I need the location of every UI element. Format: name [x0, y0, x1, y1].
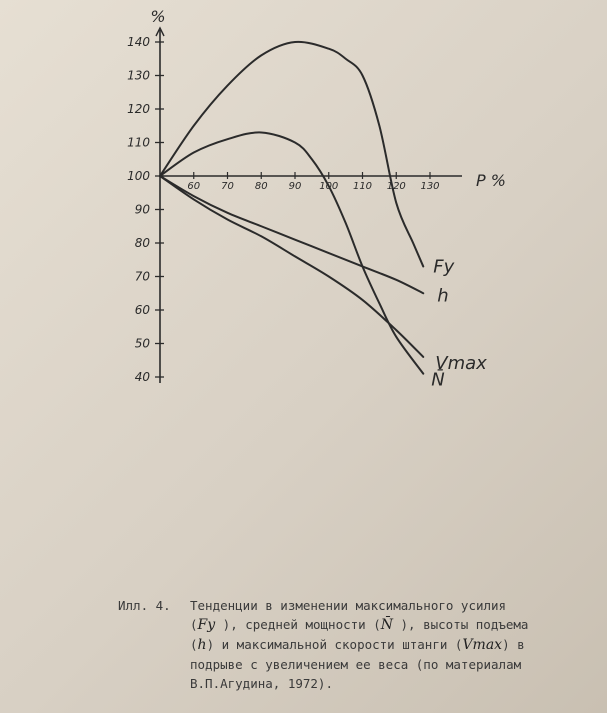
caption-line-2: (Fy ), средней мощности (N̄ ), высоты подъема	[190, 617, 529, 633]
series-label: Vmax	[435, 352, 487, 374]
caption-body	[190, 596, 528, 693]
symbol-vmax: Vmax	[462, 637, 503, 653]
y-tick-label: 40	[134, 370, 150, 384]
series-label: Fy	[433, 256, 455, 278]
x-tick-label: 70	[221, 181, 234, 192]
series-label: N̄	[431, 369, 445, 391]
x-tick-label: 110	[352, 181, 373, 192]
symbol-h: h	[197, 637, 207, 653]
y-tick-label: 120	[127, 102, 150, 116]
symbol-n: N̄	[380, 617, 393, 633]
chart-series	[160, 42, 423, 374]
symbol-fy: Fy	[197, 617, 216, 633]
x-tick-label: 90	[288, 181, 302, 192]
series-line-fy	[160, 42, 423, 267]
series-label: h	[437, 285, 449, 307]
chart-labels	[150, 7, 506, 391]
caption-prefix: Илл. 4.	[118, 598, 171, 613]
y-tick-label: 60	[134, 303, 150, 317]
y-tick-label: 90	[134, 202, 150, 217]
series-line-h	[160, 176, 423, 293]
caption-line-5: В.П.Агудина, 1972).	[190, 676, 333, 691]
y-tick-label: 130	[127, 68, 150, 83]
x-tick-label: 100	[319, 181, 339, 192]
caption-line-3: (h) и максимальной скорости штанги (Vmax) в	[190, 637, 525, 653]
caption-line-4: подрыве с увеличением ее веса (по материалам	[190, 657, 522, 672]
y-tick-label: 110	[127, 135, 150, 150]
y-tick-label: 80	[134, 236, 150, 250]
x-tick-label: 80	[254, 181, 268, 192]
y-tick-label: 50	[134, 336, 150, 351]
y-tick-label: 100	[127, 169, 150, 183]
y-tick-label: 70	[134, 269, 150, 284]
y-axis-unit: %	[150, 7, 166, 26]
x-axis-unit: P %	[476, 171, 506, 190]
series-line-vmax	[160, 176, 423, 357]
caption-line-1: Тенденции в изменении максимального усилия	[190, 598, 507, 613]
x-tick-label: 130	[420, 181, 440, 192]
x-tick-label: 120	[386, 181, 406, 192]
series-line-n	[160, 132, 423, 373]
y-tick-label: 140	[127, 35, 150, 49]
x-tick-label: 60	[187, 181, 201, 192]
